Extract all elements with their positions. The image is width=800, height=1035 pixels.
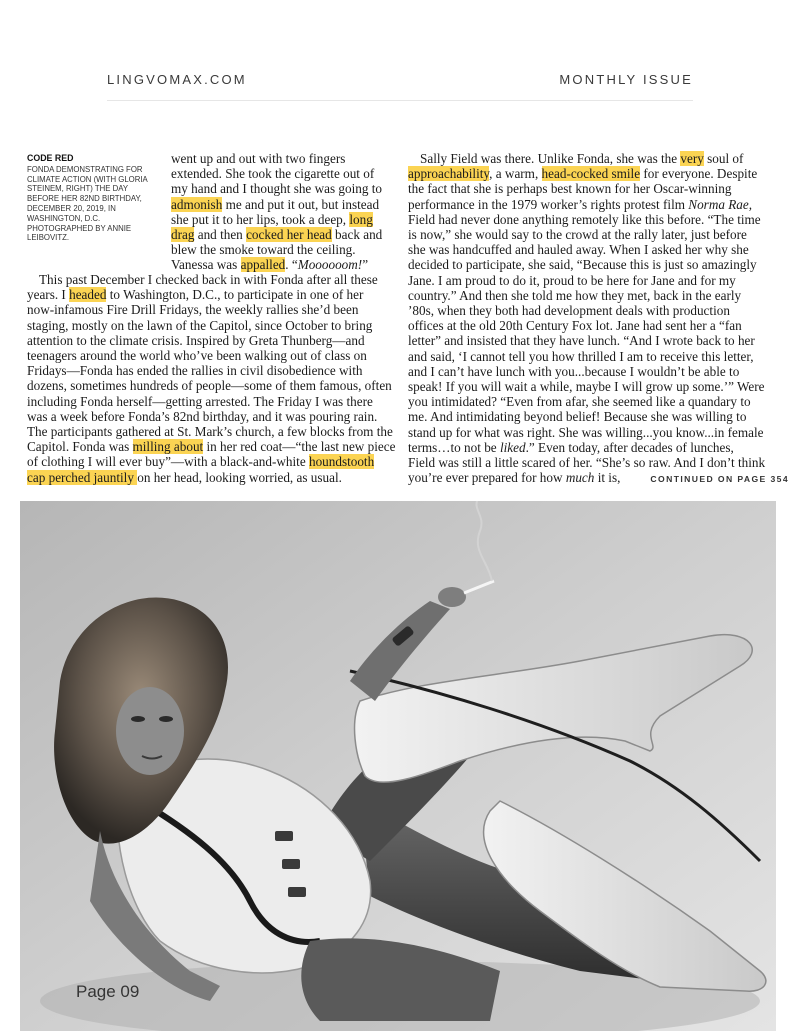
- photo-caption: [27, 154, 155, 243]
- text-run: on her head, looking worried, as usual.: [137, 469, 342, 485]
- text-line: [408, 273, 768, 288]
- text-line: [408, 379, 768, 394]
- text-run: ’80s, when they both had development deals with production: [408, 303, 730, 319]
- article-photo: [20, 501, 776, 1031]
- text-run: performance in the 1979 worker’s rights protest film: [408, 196, 689, 212]
- text-run: , a warm,: [489, 166, 542, 182]
- text-line: [408, 303, 768, 318]
- highlighted-term[interactable]: admonish: [171, 196, 223, 212]
- text-run: .” Even today, after decades of lunches,: [525, 439, 734, 455]
- text-run: Norma Rae,: [688, 196, 753, 212]
- text-run: ”: [362, 257, 369, 273]
- text-run: was a week before Fonda’s 82nd birthday, and it was pouring rain.: [27, 408, 378, 424]
- text-run: attention to the climate crisis. Inspired by Greta Thunberg—and: [27, 332, 365, 348]
- text-run: terms…to not be: [408, 439, 500, 455]
- text-line: [171, 197, 385, 212]
- caption-title: CODE RED: [27, 153, 74, 163]
- text-line: [408, 333, 768, 348]
- text-run: offices at the old 20th Century Fox lot. Jane had sent her a “fan: [408, 318, 742, 334]
- text-line: [408, 394, 768, 409]
- text-line: [408, 455, 768, 470]
- text-run: . “: [285, 257, 298, 273]
- text-run: Field was still a little scared of her. “She’s so raw. And I don’t think: [408, 455, 766, 471]
- text-run: decided to participate, she said, “Because this is just so amazingly: [408, 257, 757, 273]
- text-run: soul of: [703, 151, 744, 166]
- issue-label: MONTHLY ISSUE: [559, 72, 693, 87]
- text-line: [171, 257, 385, 272]
- text-run: dozens, sometimes hundreds of people—some of them famous, often: [27, 378, 392, 394]
- site-name[interactable]: LINGVOMAX.COM: [107, 72, 247, 87]
- text-line: [171, 151, 385, 166]
- text-line: [27, 424, 393, 440]
- text-run: now-infamous Fire Drill Fridays, the weekly rallies she’d been: [27, 302, 359, 318]
- highlighted-term[interactable]: cap perched jauntily: [27, 469, 138, 485]
- text-line: [171, 212, 385, 227]
- text-run: much: [565, 470, 595, 486]
- text-line: [27, 394, 386, 409]
- text-line: [171, 227, 385, 242]
- text-line: [171, 181, 385, 196]
- text-run: me and put it out, but instead: [222, 196, 380, 212]
- text-run: and said, ‘I cannot tell you how thrilled I am to receive this letter,: [408, 348, 754, 364]
- header-divider: [107, 100, 693, 101]
- text-line: [27, 348, 386, 363]
- text-line: [27, 318, 386, 333]
- text-line: [171, 166, 385, 181]
- text-run: Capitol. Fonda was: [27, 439, 133, 455]
- text-run: is now,” she would say to the crowd at the rally later, just before: [408, 227, 747, 243]
- text-run: Moooooom!: [297, 257, 363, 273]
- text-line: [408, 227, 768, 242]
- text-run: Fridays—Fonda has ended the rallies in civil disobedience with: [27, 363, 363, 379]
- text-run: including Fonda herself—getting arrested. The Friday I was there: [27, 393, 373, 409]
- text-run: Sally Field was there. Unlike Fonda, she was the: [420, 151, 681, 166]
- text-line: [408, 197, 768, 212]
- highlighted-term[interactable]: head-cocked smile: [541, 166, 641, 182]
- text-line: [408, 425, 768, 440]
- text-run: liked: [499, 439, 526, 455]
- text-run: it is,: [594, 470, 621, 486]
- text-line: [408, 212, 768, 227]
- text-line: [408, 151, 768, 166]
- text-run: me. And intimidating beyond belief! Because she was willing to: [408, 409, 747, 425]
- text-line: [27, 378, 392, 394]
- text-run: my hand and I thought she was going to: [171, 181, 382, 197]
- text-run: back and: [331, 227, 383, 243]
- text-run: she was handcuffed and hauled away. When I asked her why she: [408, 242, 749, 258]
- text-line: [171, 242, 385, 257]
- text-run: country.” And then she told me how they met, back in the early: [408, 287, 742, 303]
- article-column-1: [171, 151, 385, 273]
- highlighted-term[interactable]: milling about: [132, 439, 204, 455]
- text-run: staging, mostly on the lawn of the Capitol, since October to bring: [27, 317, 373, 333]
- text-line: [408, 166, 768, 181]
- highlighted-term[interactable]: drag: [171, 227, 195, 243]
- text-line: [408, 349, 768, 364]
- text-run: This past December I checked back in with Fonda after all these: [39, 272, 378, 287]
- text-line: [408, 440, 768, 455]
- text-line: [408, 181, 768, 196]
- text-run: you intimidated? “Even from afar, she seemed like a quandary to: [408, 394, 751, 410]
- text-run: stand up for what was right. She was willing...you know...in female: [408, 424, 764, 440]
- text-line: [27, 470, 386, 485]
- text-line: [408, 364, 768, 379]
- highlighted-term[interactable]: houndstooth: [308, 454, 375, 470]
- text-run: Field had never done anything remotely like this before. “The time: [408, 211, 761, 227]
- text-run: years. I: [27, 287, 70, 303]
- highlighted-term[interactable]: appalled: [240, 257, 286, 273]
- text-line: [27, 333, 386, 348]
- highlighted-term[interactable]: very: [680, 151, 704, 166]
- article-column-3: [408, 151, 789, 487]
- text-line: [408, 470, 789, 487]
- text-run: Vanessa was: [171, 257, 241, 273]
- caption-text: FONDA DEMONSTRATING FOR CLIMATE ACTION (WITH GLORIA STEINEM, RIGHT) THE DAY BEFORE HER 82ND BIRTHDAY, DECEMBER 20, 2019, IN WASHINGTON, D.C. PHOTOGRAPHED BY ANNIE LEIBOVITZ.: [27, 164, 148, 243]
- text-run: to Washington, D.C., to participate in one of her: [106, 287, 364, 303]
- text-line: [408, 257, 768, 272]
- text-line: [408, 318, 768, 333]
- page-number: Page 09: [76, 982, 140, 1001]
- text-run: blew the smoke toward the ceiling.: [171, 242, 356, 258]
- text-run: went up and out with two fingers: [171, 151, 346, 166]
- text-run: for everyone. Despite: [640, 166, 758, 182]
- text-run: extended. She took the cigarette out of: [171, 166, 375, 182]
- text-run: she put it to her lips, took a deep,: [171, 211, 350, 227]
- text-run: The participants gathered at St. Mark’s church, a few blocks from the: [27, 424, 393, 440]
- text-line: [408, 242, 768, 257]
- text-line: [408, 288, 768, 303]
- text-line: [27, 409, 386, 424]
- text-line: [27, 439, 396, 455]
- text-run: the fact that she is perhaps best known for her Oscar-winning: [408, 181, 732, 197]
- text-run: and I can’t have lunch with you...because I wouldn’t be able to: [408, 363, 740, 379]
- text-run: speak! If you will wait a while, maybe I will grow up some.’” Were: [408, 379, 765, 395]
- text-line: [27, 363, 386, 378]
- highlighted-term[interactable]: headed: [69, 287, 107, 303]
- highlighted-term[interactable]: cocked her head: [246, 227, 332, 243]
- text-line: [27, 454, 386, 469]
- text-run: teenagers around the world who’ve been walking out of class on: [27, 348, 367, 364]
- continued-label[interactable]: CONTINUED ON PAGE 354: [650, 474, 789, 485]
- highlighted-term[interactable]: long: [349, 211, 373, 227]
- text-run: letter” and insisted that they have lunch. “And I wrote back to her: [408, 333, 755, 349]
- text-run: you’re ever prepared for how: [408, 470, 566, 486]
- text-line: [27, 272, 386, 287]
- article-column-2: [27, 272, 396, 485]
- text-line: [27, 302, 386, 317]
- text-line: [408, 409, 768, 424]
- highlighted-term[interactable]: approachability: [408, 166, 490, 182]
- text-run: in her red coat—“the last new piece: [203, 439, 396, 455]
- text-line: [27, 287, 386, 302]
- text-run: and then: [194, 227, 247, 243]
- text-run: of clothing I will ever buy”—with a black-and-white: [27, 454, 309, 470]
- text-run: Jane. I am proud to do it, proud to be here for Jane and for my: [408, 272, 736, 288]
